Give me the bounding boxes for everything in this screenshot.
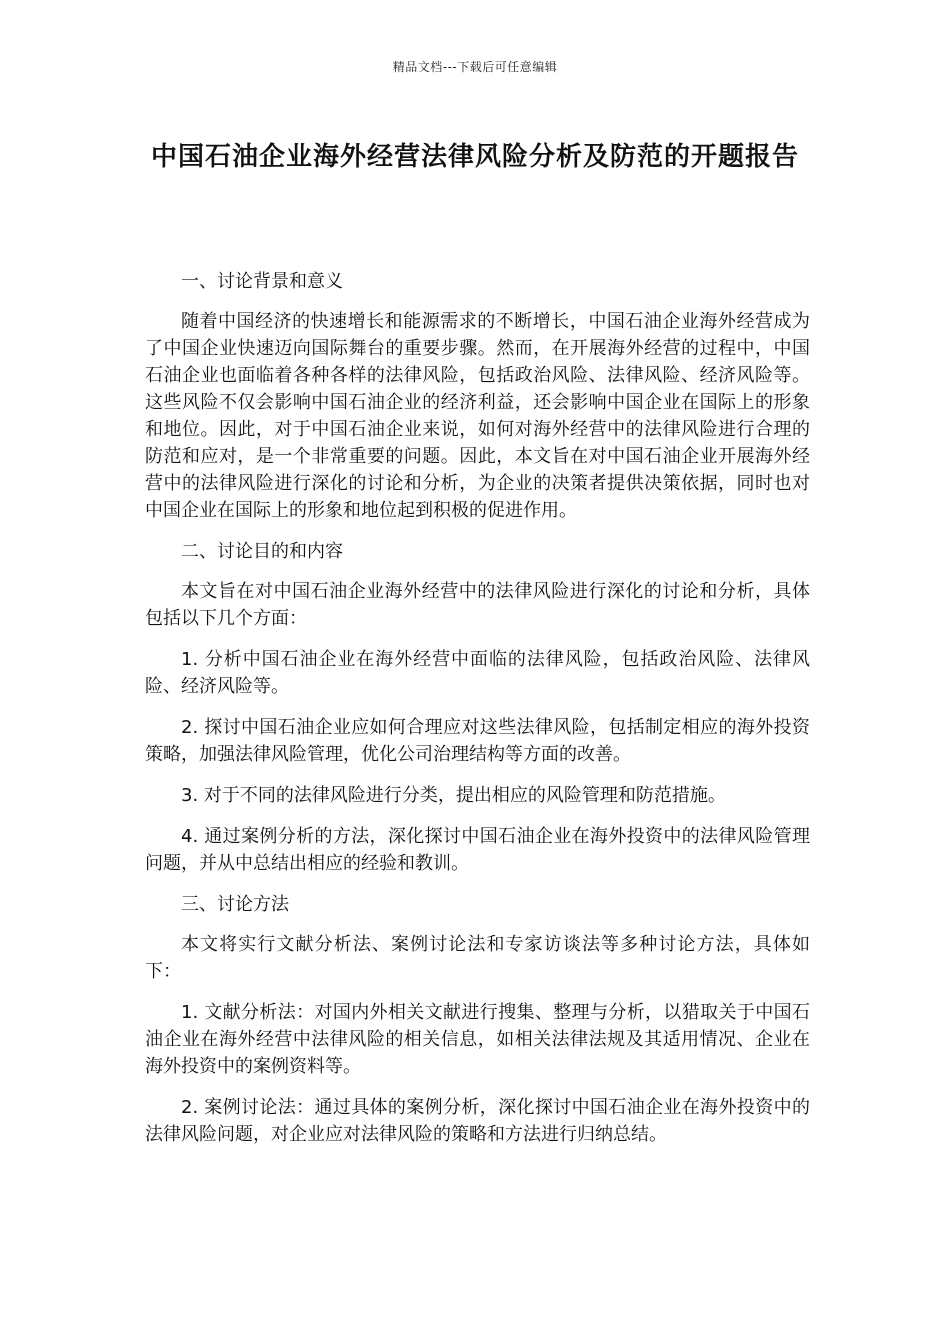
section-heading-purpose: 二、讨论目的和内容 (181, 541, 343, 562)
document-title: 中国石油企业海外经营法律风险分析及防范的开题报告 (150, 142, 799, 172)
section-heading-methods: 三、讨论方法 (181, 894, 289, 915)
section-heading-background: 一、讨论背景和意义 (181, 271, 343, 292)
list-item-purpose-1: 1. 分析中国石油企业在海外经营中面临的法律风险，包括政治风险、法律风险、经济风险等。 (145, 649, 810, 697)
paragraph-background: 随着中国经济的快速增长和能源需求的不断增长，中国石油企业海外经营成为了中国企业快速迈向国际舞台的重要步骤。然而，在开展海外经营的过程中，中国石油企业也面临着各种各样的法律风险，包括政治风险、法律风险、经济风险等。这些风险不仅会影响中国石油企业的经济利益，还会影响中国企业在国际上的形象和地位。因此，对于中国石油企业来说，如何对海外经营中的法律风险进行合理的防范和应对，是一个非常重要的问题。因此，本文旨在对中国石油企业开展海外经营中的法律风险进行深化的讨论和分析，为企业的决策者提供决策依据，同时也对中国企业在国际上的形象和地位起到积极的促进作用。 (145, 311, 810, 521)
list-item-method-2: 2. 案例讨论法：通过具体的案例分析，深化探讨中国石油企业在海外投资中的法律风险问题，对企业应对法律风险的策略和方法进行归纳总结。 (145, 1097, 810, 1145)
list-item-purpose-4: 4. 通过案例分析的方法，深化探讨中国石油企业在海外投资中的法律风险管理问题，并从中总结出相应的经验和教训。 (145, 826, 810, 874)
document-body (145, 268, 810, 1162)
list-item-purpose-3: 3. 对于不同的法律风险进行分类，提出相应的风险管理和防范措施。 (181, 785, 726, 806)
list-item-method-1: 1. 文献分析法：对国内外相关文献进行搜集、整理与分析，以猎取关于中国石油企业在海外经营中法律风险的相关信息，如相关法律法规及其适用情况、企业在海外投资中的案例资料等。 (145, 1002, 810, 1077)
header-note: 精品文档---下载后可任意编辑 (392, 60, 558, 74)
paragraph-methods-intro: 本文将实行文献分析法、案例讨论法和专家访谈法等多种讨论方法，具体如下： (145, 934, 810, 982)
paragraph-purpose-intro: 本文旨在对中国石油企业海外经营中的法律风险进行深化的讨论和分析，具体包括以下几个方面： (145, 581, 810, 629)
list-item-purpose-2: 2. 探讨中国石油企业应如何合理应对这些法律风险，包括制定相应的海外投资策略，加强法律风险管理，优化公司治理结构等方面的改善。 (145, 717, 810, 765)
